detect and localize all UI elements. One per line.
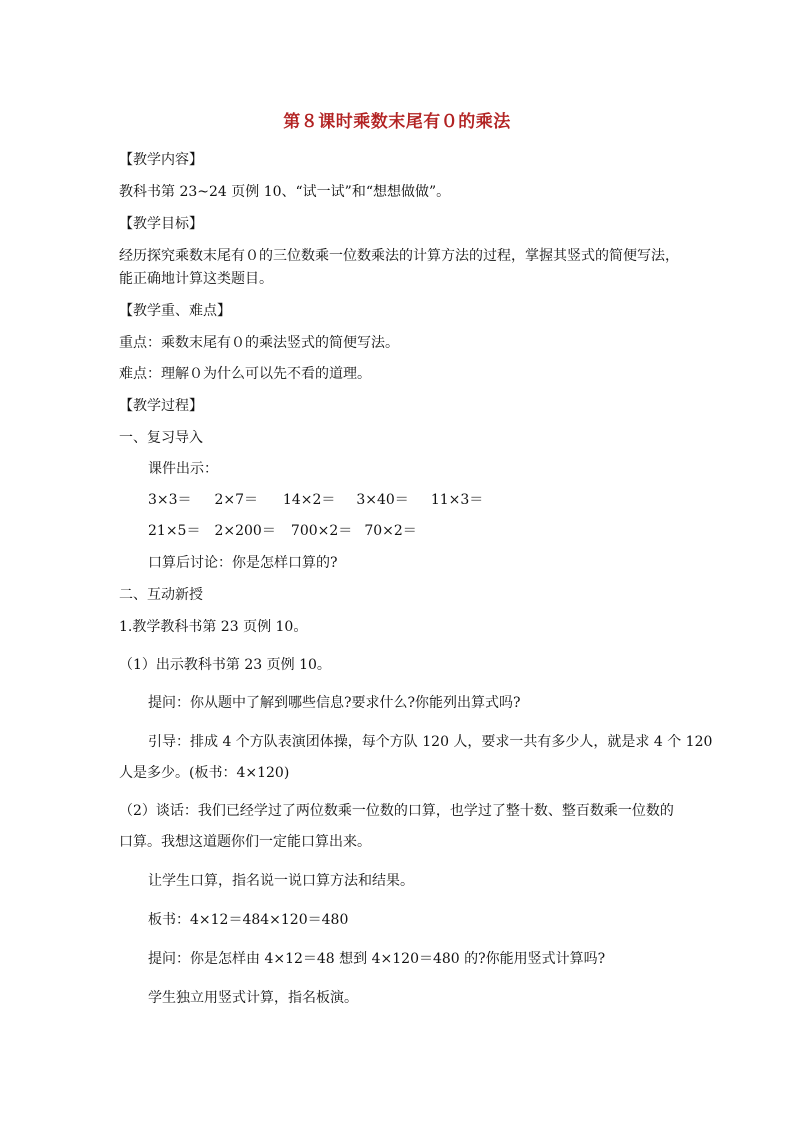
- equation: 700×2＝: [290, 523, 353, 539]
- question1-text: 提问：你从题中了解到哪些信息?要求什么?你能列出算式吗?: [148, 695, 521, 711]
- teaching-goals-heading: 【教学目标】: [119, 216, 203, 232]
- guide-line-2: 人是多少。(板书：4×120): [119, 765, 290, 781]
- oral-calc-text: 让学生口算，指名说一说口算方法和结果。: [148, 873, 414, 889]
- equation: 11×3＝: [430, 492, 484, 508]
- equation: 2×200＝: [214, 523, 276, 539]
- part2-heading: 二、互动新授: [119, 587, 203, 603]
- discussion-text: 口算后讨论：你是怎样口算的?: [148, 555, 338, 571]
- courseware-label: 课件出示：: [148, 461, 218, 477]
- teaching-content-text: 教科书第 23~24 页例 10、“试一试”和“想想做做”。: [119, 184, 451, 200]
- key-point-text: 重点：乘数末尾有０的乘法竖式的简便写法。: [119, 335, 399, 351]
- guide-line-1: 引导：排成 4 个方队表演团体操，每个方队 120 人，要求一共有多少人，就是求 4 个 120: [148, 734, 713, 750]
- teaching-goals-line-2: 能正确地计算这类题目。: [119, 271, 273, 287]
- equation: 3×40＝: [356, 492, 409, 508]
- equation: 3×3＝: [148, 492, 192, 508]
- equation: 21×5＝: [148, 523, 201, 539]
- teaching-goals-line-1: 经历探究乘数末尾有０的三位数乘一位数乘法的计算方法的过程，掌握其竖式的简便写法，: [119, 248, 679, 264]
- board-writing-text: 板书：4×12＝484×120＝480: [148, 912, 349, 928]
- lesson-title: 第８课时乘数末尾有０的乘法: [283, 112, 511, 132]
- equation: 2×7＝: [214, 492, 258, 508]
- step2-line-2: 口算。我想这道题你们一定能口算出来。: [119, 834, 371, 850]
- question2-text: 提问：你是怎样由 4×12＝48 想到 4×120＝480 的?你能用竖式计算吗?: [148, 951, 606, 967]
- step2-line-1: （2）谈话：我们已经学过了两位数乘一位数的口算，也学过了整十数、整百数乘一位数的: [119, 803, 674, 819]
- difficult-point-text: 难点：理解０为什么可以先不看的道理。: [119, 366, 371, 382]
- equations-row-2: [148, 521, 417, 541]
- key-difficult-heading: 【教学重、难点】: [119, 303, 231, 319]
- part1-heading: 一、复习导入: [119, 430, 203, 446]
- item1-text: 1.教学教科书第 23 页例 10。: [119, 619, 308, 635]
- teaching-process-heading: 【教学过程】: [119, 398, 203, 414]
- teaching-content-heading: 【教学内容】: [119, 152, 203, 168]
- equations-row-1: [148, 490, 483, 510]
- step1-text: （1）出示教科书第 23 页例 10。: [119, 657, 331, 673]
- equation: 14×2＝: [282, 492, 336, 508]
- independent-calc-text: 学生独立用竖式计算，指名板演。: [148, 990, 358, 1006]
- equation: 70×2＝: [364, 523, 417, 539]
